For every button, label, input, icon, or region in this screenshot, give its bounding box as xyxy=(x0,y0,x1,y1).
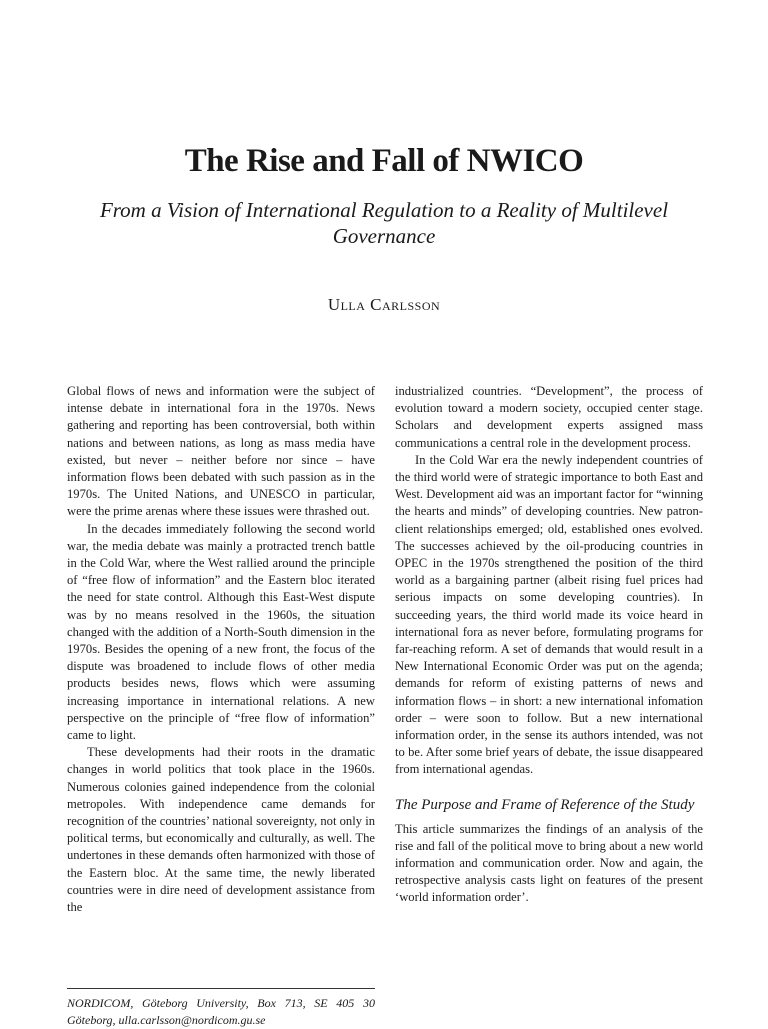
body-paragraph: In the Cold War era the newly independent countries of the third world were of strategic importance to both East and West. Development aid was an important factor for “winning the hearts and minds” of developing countries. New patron-client relationships emerged; old, established ones evolved. The successes achieved by the oil-producing countries in OPEC in the 1970s strengthened the position of the third world as a bargaining partner (albeit rising fuel prices had serious impacts on some developing countries). In succeeding years, the third world made its voice heard in international fora as never before, formulating programs for far-reaching reform. A set of demands that would result in a New International Economic Order was put on the agenda; demands for reform of existing patterns of news and information flows – in short: a new international infomation order – were soon to follow. But a new international information order, in the sense its authors intended, was not to be. After some brief years of debate, the issue disappeared from international agendas. xyxy=(395,452,703,777)
body-paragraph: This article summarizes the findings of an analysis of the rise and fall of the political move to bring about a new world information and communication order. Now and again, the retrospective analysis casts light on features of the present ‘world information order’. xyxy=(395,821,703,905)
article-subtitle: From a Vision of International Regulation to a Reality of Multilevel Governance xyxy=(99,198,669,248)
body-paragraph: Global flows of news and information were the subject of intense debate in international fora in the 1970s. News gathering and reporting has been controversial, both within nations and between nations, as long as mass media have existed, but never – neither before nor since – have information flows been debated with such passion as in the 1970s. The United Nations, and UNESCO in particular, were the prime arenas where these issues were thrashed out. xyxy=(67,384,375,519)
left-column xyxy=(67,383,375,916)
body-paragraph: These developments had their roots in the dramatic changes in world politics that took place in the 1960s. Numerous colonies gained independence from the colonial metropoles. With independence came demands for recognition of the countries’ national sovereignty, not only in political terms, but economically and culturally, as well. The undertones in these demands often harmonized with those of the Eastern bloc. At the same time, the newly liberated countries were in dire need of development assistance from the xyxy=(67,745,375,915)
body-paragraph: industrialized countries. “Development”, the process of evolution toward a modern society, occupied center stage. Scholars and development experts assigned mass communications a central role in the development process. xyxy=(395,384,703,450)
footnote: NORDICOM, Göteborg University, Box 713, SE 405 30 Göteborg, ulla.carlsson@nordicom.gu.se xyxy=(67,996,375,1027)
article-title: The Rise and Fall of NWICO xyxy=(184,143,584,179)
section-heading: The Purpose and Frame of Reference of the Study xyxy=(395,796,695,813)
body-paragraph: In the decades immediately following the second world war, the media debate was mainly a protracted trench battle in the Cold War, where the West rallied around the principle of “free flow of information” and the Eastern bloc iterated the need for state control. Although this East-West dispute was by no means resolved in the 1960s, the situation changed with the addition of a North-South dimension in the 1970s. Besides the opening of a new front, the focus of the dispute was broadened to include flows of other media products besides news, flows which were assuming increasing importance in international relations. A new perspective on the principle of “free flow of information” came to light. xyxy=(67,521,375,743)
article-author: Ulla Carlsson xyxy=(327,295,441,314)
footnote-divider xyxy=(67,988,375,989)
right-column xyxy=(395,383,703,907)
